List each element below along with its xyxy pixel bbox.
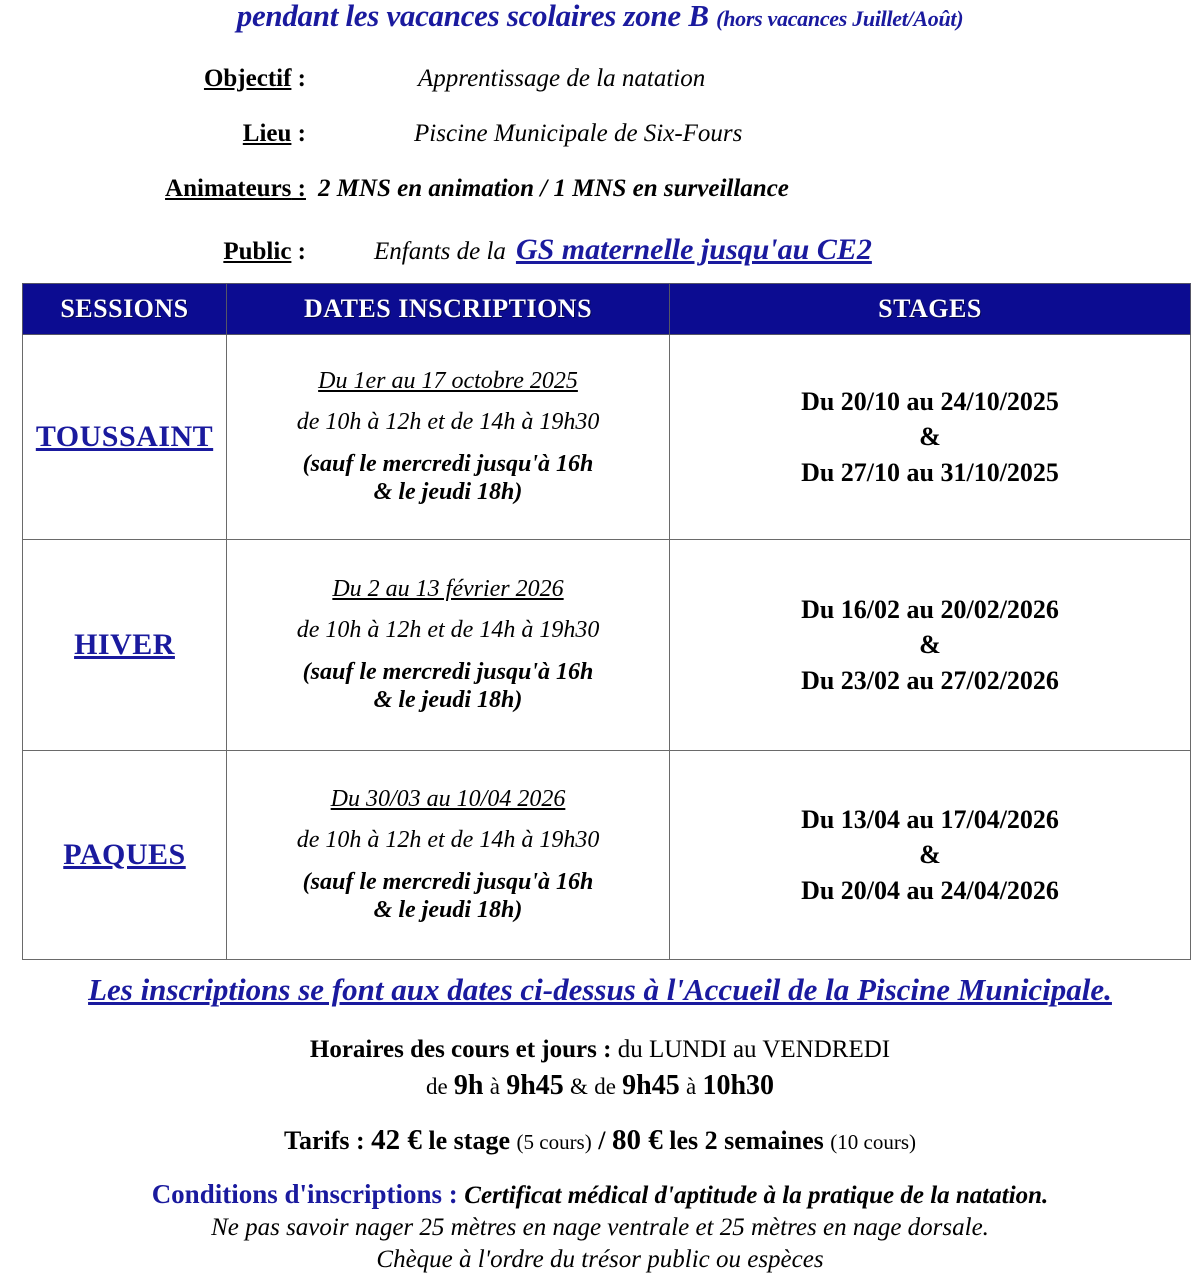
schedule-times-line — [0, 1070, 1200, 1102]
cell-stage-dates — [670, 540, 1191, 751]
stage-period-2: Du 20/04 au 24/04/2026 — [801, 875, 1059, 905]
time-joiner-1: à — [489, 1074, 500, 1099]
stage-ampersand: & — [919, 630, 941, 660]
info-value-public-prefix: Enfants de la — [374, 238, 506, 265]
time-end-2: 10h30 — [702, 1070, 775, 1101]
cell-session-name — [23, 751, 227, 960]
inscription-note-line2: & le jeudi 18h) — [373, 479, 523, 505]
time-start-2: 9h45 — [622, 1070, 680, 1101]
info-label-lieu-colon: : — [291, 120, 306, 147]
tarifs-label: Tarifs : — [284, 1126, 365, 1155]
inscription-hours: de 10h à 12h et de 14h à 19h30 — [296, 408, 600, 435]
conditions-value: Certificat médical d'aptitude à la pratique de la natation. — [464, 1182, 1049, 1209]
inscription-hours: de 10h à 12h et de 14h à 19h30 — [296, 826, 600, 853]
table-row — [23, 751, 1191, 960]
sessions-table-head — [23, 284, 1191, 335]
inscription-notice: Les inscriptions se font aux dates ci-dessus à l'Accueil de la Piscine Municipale. — [88, 972, 1112, 1007]
info-value-public — [374, 233, 872, 267]
info-row-lieu — [0, 120, 1200, 148]
cell-inscription-dates — [227, 540, 670, 751]
info-label-lieu — [0, 120, 318, 148]
tarifs-price-1-note: (5 cours) — [516, 1130, 592, 1154]
info-label-public-colon: : — [291, 238, 306, 265]
schedule-days: du LUNDI au VENDREDI — [617, 1036, 891, 1063]
page-title-main: pendant les vacances scolaires zone B — [236, 0, 709, 33]
info-block — [0, 65, 1200, 267]
info-row-public — [0, 233, 1200, 267]
column-header-dates-inscriptions: DATES INSCRIPTIONS — [227, 284, 670, 335]
time-start-1: 9h — [453, 1070, 484, 1101]
column-header-stages: STAGES — [670, 284, 1191, 335]
schedule-line — [0, 1036, 1200, 1064]
tarifs-price-2-text: les 2 semaines — [669, 1126, 824, 1155]
session-label-paques: PAQUES — [63, 838, 186, 871]
inscription-note-line2: & le jeudi 18h) — [373, 897, 523, 923]
info-label-animateurs — [0, 175, 318, 203]
cell-inscription-dates — [227, 335, 670, 540]
stage-ampersand: & — [919, 840, 941, 870]
cell-stage-dates — [670, 751, 1191, 960]
inscription-hours: de 10h à 12h et de 14h à 19h30 — [296, 616, 600, 643]
column-header-sessions: SESSIONS — [23, 284, 227, 335]
tarifs-price-2-note: (10 cours) — [830, 1130, 916, 1154]
info-label-objectif-colon: : — [291, 65, 306, 92]
stage-period-1: Du 20/10 au 24/10/2025 — [801, 387, 1059, 417]
sessions-table-body — [23, 335, 1191, 960]
tarifs-price-1-text: le stage — [428, 1126, 510, 1155]
tarifs-separator: / — [598, 1126, 606, 1155]
info-label-objectif — [0, 65, 318, 93]
stage-period-1: Du 13/04 au 17/04/2026 — [801, 805, 1059, 835]
info-label-animateurs-text: Animateurs — [165, 175, 292, 202]
info-label-objectif-text: Objectif — [203, 65, 292, 92]
table-row — [23, 540, 1191, 751]
time-joiner-2: à — [685, 1074, 697, 1099]
conditions-label: Conditions d'inscriptions : — [151, 1179, 458, 1209]
inscription-note-line2: & le jeudi 18h) — [373, 687, 523, 713]
session-label-toussaint: TOUSSAINT — [35, 420, 214, 453]
stage-period-1: Du 16/02 au 20/02/2026 — [801, 595, 1059, 625]
page-title-sub: (hors vacances Juillet/Août) — [716, 6, 964, 31]
inscription-note-line1: (sauf le mercredi jusqu'à 16h — [302, 658, 594, 685]
inscription-period: Du 1er au 17 octobre 2025 — [318, 367, 578, 394]
info-value-public-highlight: GS maternelle jusqu'au CE2 — [515, 233, 872, 266]
cell-inscription-dates — [227, 751, 670, 960]
info-label-lieu-text: Lieu — [242, 120, 292, 147]
info-label-animateurs-colon: : — [291, 175, 306, 202]
table-header-row — [23, 284, 1191, 335]
info-label-public-text: Public — [223, 238, 292, 265]
time-prefix-2: de — [594, 1074, 616, 1099]
tarifs-price-2: 80 € — [611, 1124, 663, 1156]
stage-period-2: Du 27/10 au 31/10/2025 — [801, 457, 1059, 487]
stage-period-2: Du 23/02 au 27/02/2026 — [801, 665, 1059, 695]
time-prefix-1: de — [425, 1074, 448, 1099]
stage-ampersand: & — [919, 422, 941, 452]
cell-session-name — [23, 335, 227, 540]
inscription-note-line1: (sauf le mercredi jusqu'à 16h — [302, 868, 594, 895]
info-value-objectif: Apprentissage de la natation — [418, 65, 706, 92]
time-end-1: 9h45 — [506, 1070, 564, 1101]
conditions-line-2: Ne pas savoir nager 25 mètres en nage ventrale et 25 mètres en nage dorsale. — [211, 1214, 989, 1241]
time-ampersand: & — [570, 1074, 588, 1099]
table-row — [23, 335, 1191, 540]
cell-session-name — [23, 540, 227, 751]
info-value-lieu: Piscine Municipale de Six-Fours — [414, 120, 743, 147]
inscription-period: Du 30/03 au 10/04 2026 — [330, 785, 566, 812]
info-label-public — [0, 238, 318, 266]
tarifs-price-1: 42 € — [371, 1124, 422, 1156]
tarifs-line — [0, 1124, 1200, 1157]
inscription-period: Du 2 au 13 février 2026 — [332, 575, 564, 602]
session-label-hiver: HIVER — [74, 628, 175, 661]
inscription-note-line1: (sauf le mercredi jusqu'à 16h — [302, 450, 594, 477]
page-title — [0, 0, 1200, 31]
schedule-label: Horaires des cours et jours : — [309, 1036, 612, 1063]
conditions-line — [0, 1179, 1200, 1210]
info-value-animateurs: 2 MNS en animation / 1 MNS en surveillance — [318, 175, 789, 202]
info-row-objectif — [0, 65, 1200, 93]
sessions-table — [22, 283, 1191, 960]
info-row-animateurs — [0, 175, 1200, 203]
cell-stage-dates — [670, 335, 1191, 540]
conditions-line-3: Chèque à l'ordre du trésor public ou espèces — [376, 1246, 824, 1273]
